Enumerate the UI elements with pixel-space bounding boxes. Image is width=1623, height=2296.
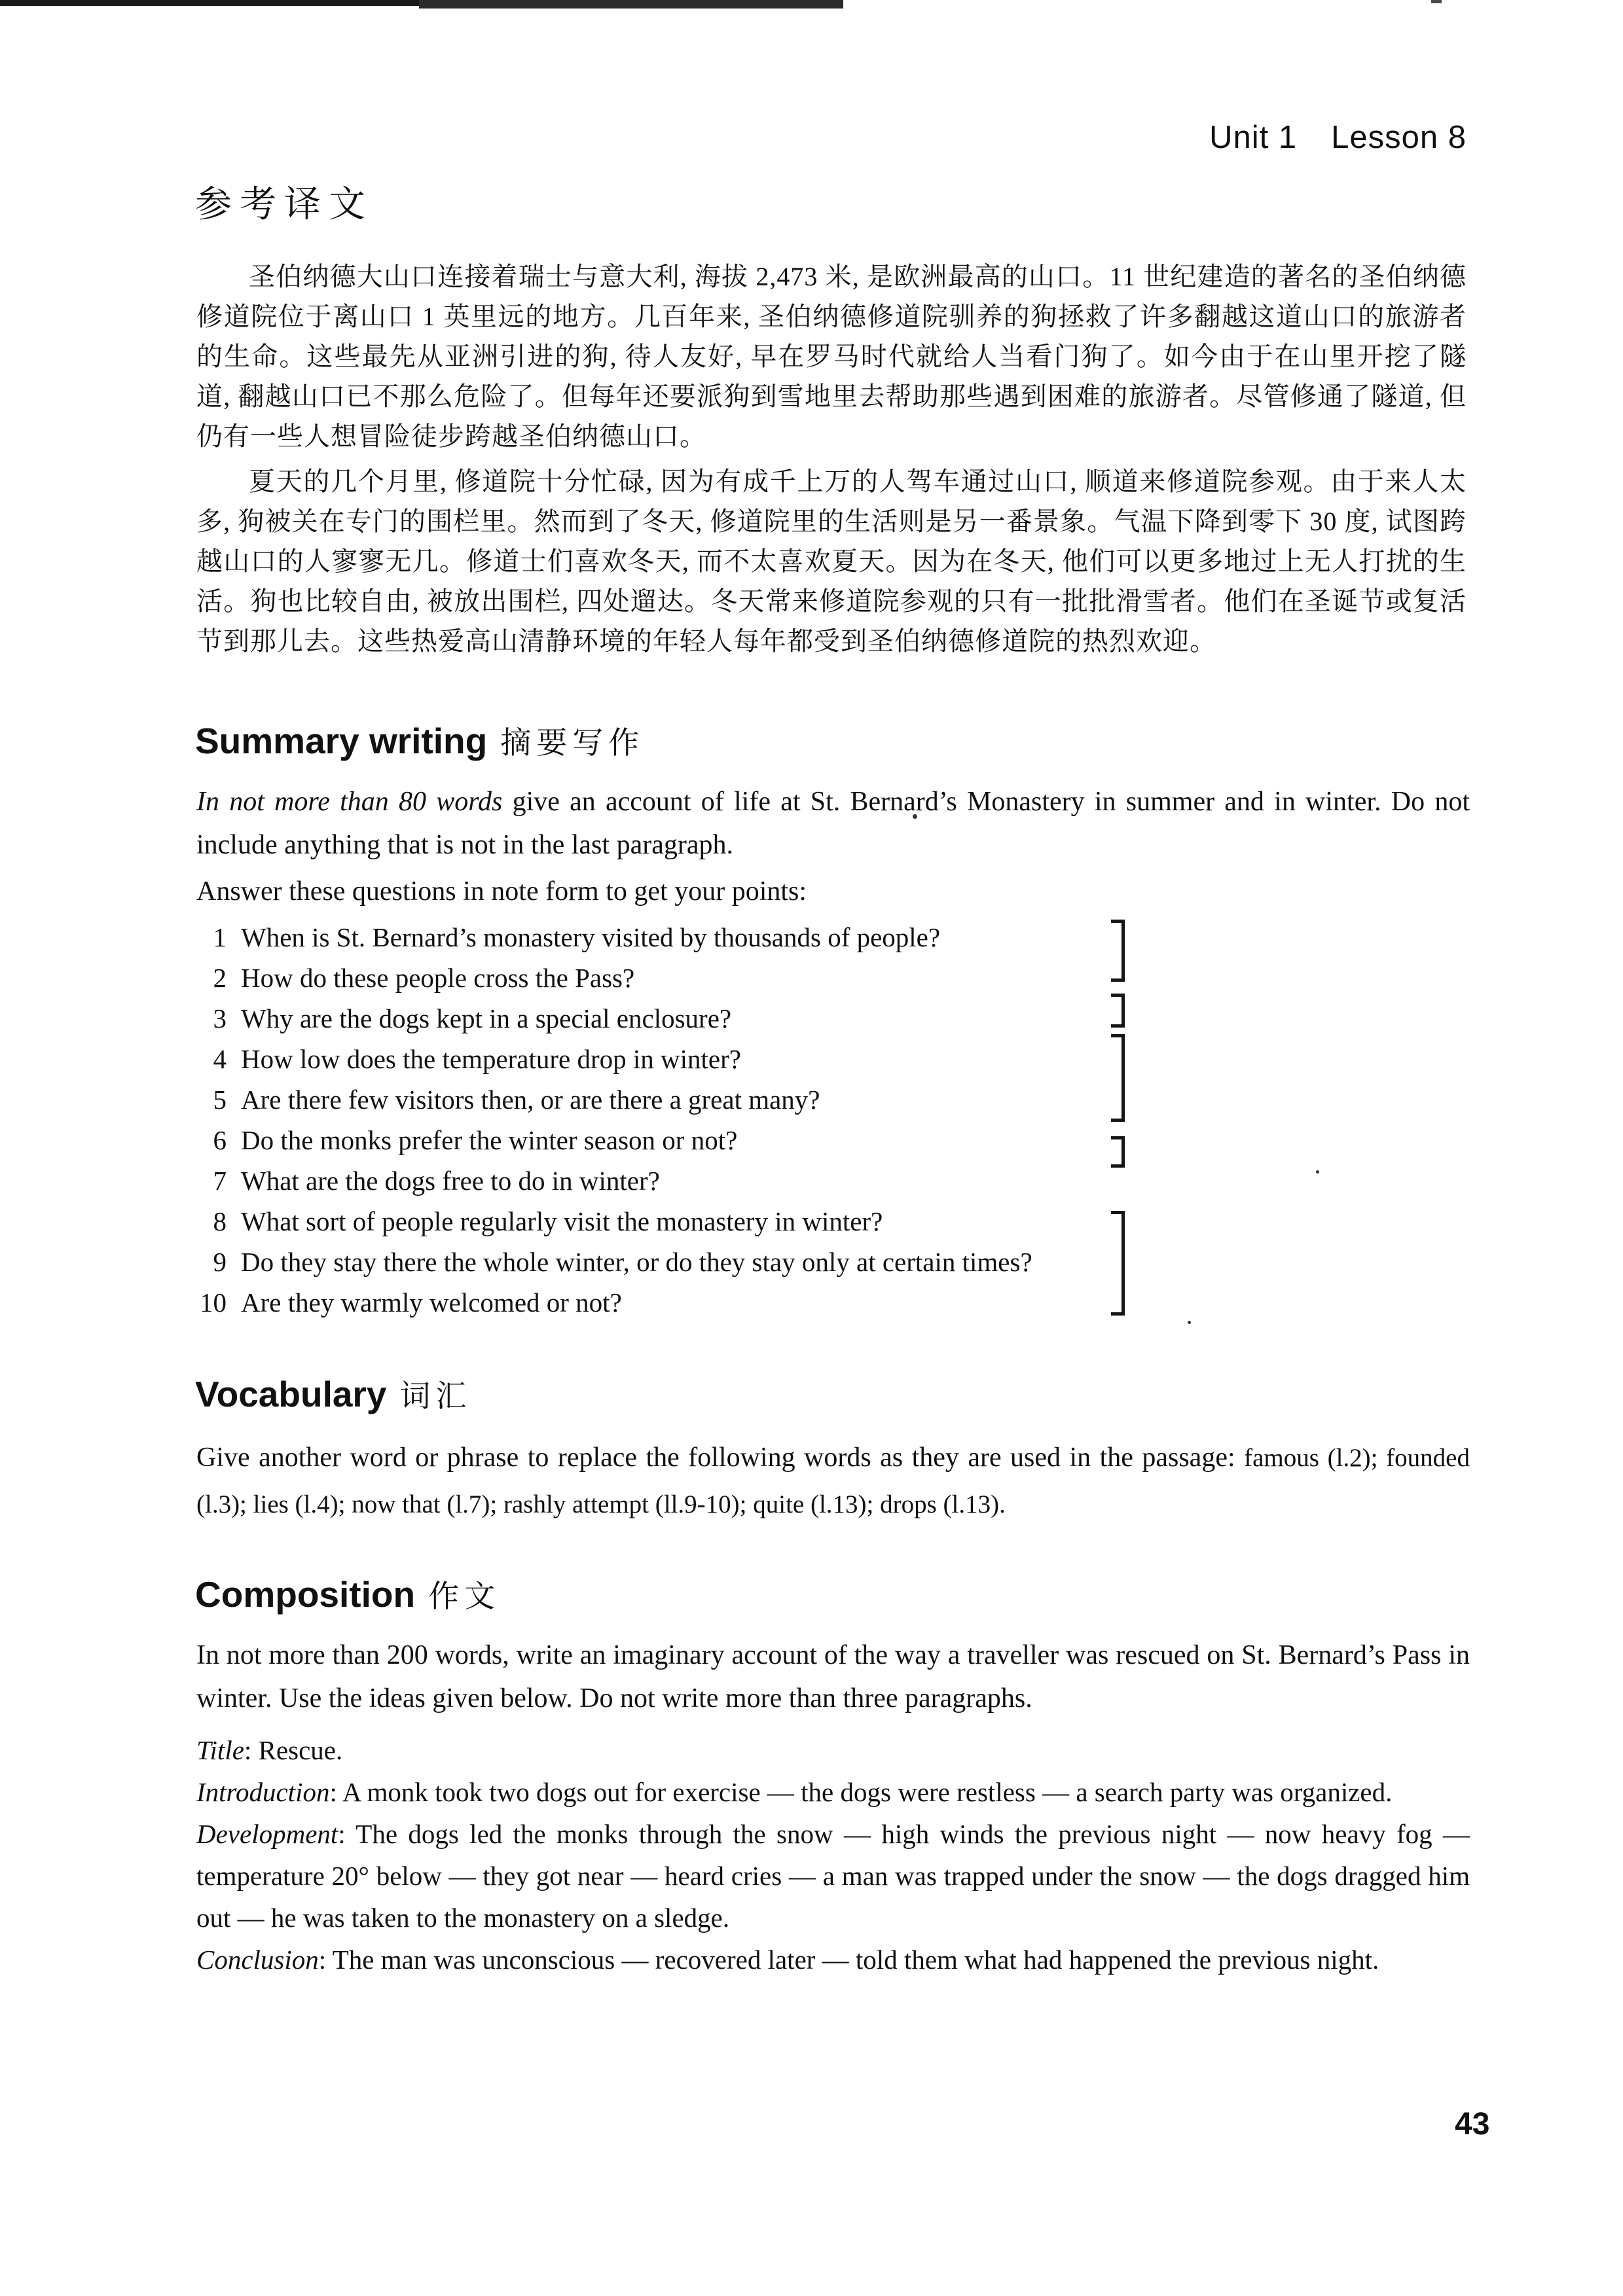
question-text: What sort of people regularly visit the monastery in winter? xyxy=(241,1206,883,1236)
composition-note-conclusion xyxy=(196,1939,1470,1981)
vocabulary-heading-zh: 词汇 xyxy=(399,1380,472,1414)
question-group-bracket-3 xyxy=(1111,994,1125,1028)
composition-notes xyxy=(196,1729,1470,1981)
vocabulary-word-list: famous (l.2); founded (l.3); lies (l.4); now that (l.7); rashly attempt (ll.9-10); quite (l.13); drops (l.13). xyxy=(196,1444,1470,1518)
composition-note-title xyxy=(196,1729,1470,1771)
question-number: 10 xyxy=(200,1287,227,1318)
scan-speck xyxy=(1188,1321,1191,1324)
summary-instructions-text: give an account of life at St. Bernard’s Monastery in summer and in winter. Do not include anything that is not in the last paragraph. xyxy=(196,787,1470,860)
translation-paragraph-2: 夏天的几个月里, 修道院十分忙碌, 因为有成千上万的人驾车通过山口, 顺道来修道院参观。由于来人太多, 狗被关在专门的围栏里。然而到了冬天, 修道院里的生活则是另一番景象。气温下降到零下 30 度, 试图跨越山口的人寥寥无几。修道士们喜欢冬天, 而不太喜欢夏天。因为在冬天, 他们可以更多地过上无人打扰的生活。狗也比较自由, 被放出围栏, 四处遛达。冬天常来修道院参观的只有一批批滑雪者。他们在圣诞节或复活节到那儿去。这些热爱高山清静环境的年轻人每年都受到圣伯纳德修道院的热烈欢迎。 xyxy=(196,467,1467,656)
note-label-conclusion: Conclusion xyxy=(196,1945,319,1975)
question-group-bracket-4-6 xyxy=(1111,1034,1125,1122)
composition-heading-zh: 作文 xyxy=(428,1580,501,1614)
question-row xyxy=(196,1003,1113,1034)
summary-heading-en: Summary writing xyxy=(195,721,488,761)
question-row xyxy=(196,1287,1113,1318)
lesson-label: Lesson 8 xyxy=(1331,120,1467,155)
question-row xyxy=(196,962,1113,994)
question-group-bracket-1-2 xyxy=(1111,920,1125,982)
composition-heading xyxy=(195,1572,500,1616)
question-number: 2 xyxy=(213,963,227,993)
question-group-bracket-8-10 xyxy=(1111,1211,1125,1316)
question-number: 8 xyxy=(213,1206,227,1236)
note-text-development: : The dogs led the monks through the snow — high winds the previous night — now heavy fog — temperature 20° below — they got near — heard cries — a man was trapped under the snow — the dogs dragged him out — he was taken to the monastery on a sledge. xyxy=(196,1819,1470,1933)
summary-word-limit: In not more than 80 words xyxy=(196,787,503,817)
vocabulary-heading xyxy=(195,1372,471,1416)
question-row xyxy=(196,1165,1113,1196)
scan-artifact-tick xyxy=(1431,0,1442,3)
question-row xyxy=(196,922,1113,953)
vocabulary-heading-en: Vocabulary xyxy=(195,1374,387,1414)
summary-answer-line: Answer these questions in note form to get your points: xyxy=(196,876,807,906)
question-row xyxy=(196,1206,1113,1237)
translation-heading: 参考译文 xyxy=(195,185,373,225)
scan-artifact-line-segment xyxy=(419,0,843,9)
translation-paragraph-1: 圣伯纳德大山口连接着瑞士与意大利, 海拔 2,473 米, 是欧洲最高的山口。11 世纪建造的著名的圣伯纳德修道院位于离山口 1 英里远的地方。几百年来, 圣伯纳德修道院驯养的狗拯救了许多翻越这道山口的旅游者的生命。这些最先从亚洲引进的狗, 待人友好, 早在罗马时代就给人当看门狗了。如今由于在山里开挖了隧道, 翻越山口已不那么危险了。但每年还要派狗到雪地里去帮助那些遇到困难的旅游者。尽管修通了隧道, 但仍有一些人想冒险徒步跨越圣伯纳德山口。 xyxy=(196,262,1467,451)
unit-label: Unit 1 xyxy=(1209,120,1298,155)
question-number: 7 xyxy=(213,1166,227,1196)
question-number: 9 xyxy=(213,1247,227,1277)
question-text: How low does the temperature drop in winter? xyxy=(241,1044,741,1074)
question-row xyxy=(196,1124,1113,1156)
vocabulary-instructions xyxy=(196,1435,1470,1528)
note-label-introduction: Introduction xyxy=(196,1777,330,1807)
composition-note-development xyxy=(196,1813,1470,1939)
note-label-development: Development xyxy=(196,1819,338,1849)
question-number: 6 xyxy=(213,1125,227,1155)
summary-writing-heading xyxy=(195,719,644,762)
question-number: 1 xyxy=(213,922,227,952)
composition-note-introduction xyxy=(196,1771,1470,1813)
question-text: How do these people cross the Pass? xyxy=(241,963,635,993)
question-row xyxy=(196,1246,1113,1278)
note-text-title: : Rescue. xyxy=(244,1735,343,1765)
note-text-introduction: : A monk took two dogs out for exercise — the dogs were restless — a search party was organized. xyxy=(329,1777,1393,1807)
page-number: 43 xyxy=(1455,2107,1490,2142)
question-number: 3 xyxy=(213,1003,227,1033)
question-text: When is St. Bernard’s monastery visited by thousands of people? xyxy=(241,922,941,952)
question-text: Do they stay there the whole winter, or do they stay only at certain times? xyxy=(241,1247,1032,1277)
question-text: Why are the dogs kept in a special enclosure? xyxy=(241,1003,732,1033)
question-text: Are there few visitors then, or are there a great many? xyxy=(241,1085,820,1115)
question-row xyxy=(196,1043,1113,1075)
running-head xyxy=(1008,119,1467,156)
question-text: Are they warmly welcomed or not? xyxy=(241,1287,622,1318)
question-text: Do the monks prefer the winter season or not? xyxy=(241,1125,738,1155)
composition-heading-en: Composition xyxy=(195,1574,416,1615)
question-number: 5 xyxy=(213,1085,227,1115)
question-text: What are the dogs free to do in winter? xyxy=(241,1166,660,1196)
question-row xyxy=(196,1084,1113,1115)
vocabulary-instruction-text: Give another word or phrase to replace the following words as they are used in the passage: xyxy=(196,1443,1245,1473)
summary-instructions xyxy=(196,780,1470,867)
summary-heading-zh: 摘要写作 xyxy=(500,726,645,761)
question-number: 4 xyxy=(213,1044,227,1074)
composition-instructions: In not more than 200 words, write an imaginary account of the way a traveller was rescued on St. Bernard’s Pass in winter. Use the ideas given below. Do not write more than three paragraphs. xyxy=(196,1640,1470,1713)
scan-speck xyxy=(1316,1170,1319,1174)
note-text-conclusion: : The man was unconscious — recovered later — told them what had happened the previous night. xyxy=(318,1945,1379,1975)
question-group-bracket-7 xyxy=(1111,1136,1125,1168)
note-label-title: Title xyxy=(196,1735,244,1765)
